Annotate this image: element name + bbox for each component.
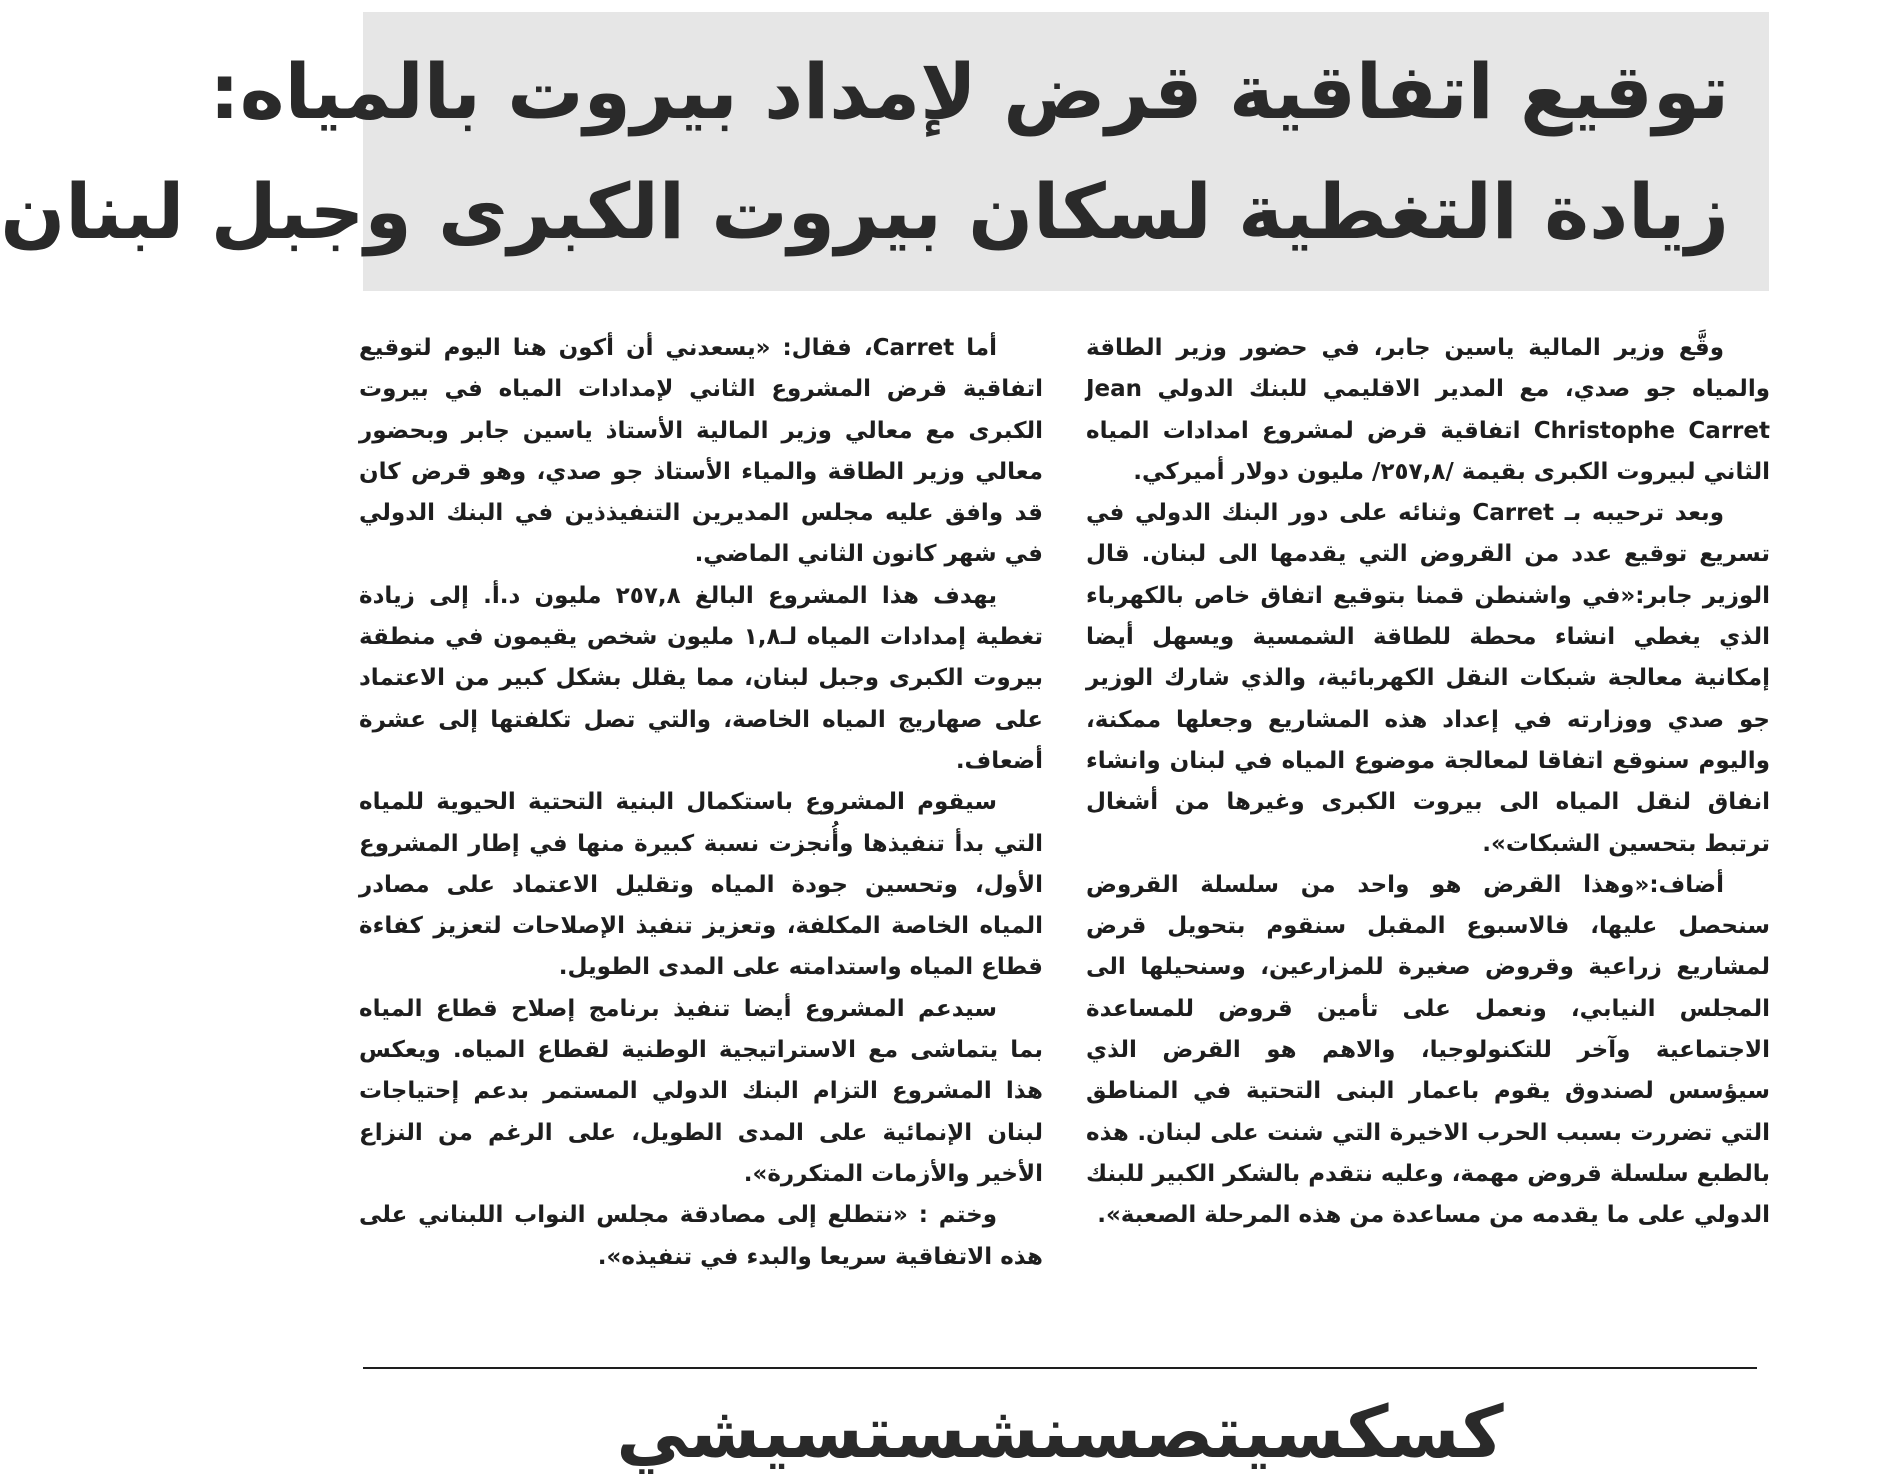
section-divider	[363, 1367, 1757, 1369]
headline-line-2: زيادة التغطية لسكان بيروت الكبرى وجبل لبنان	[0, 167, 1729, 256]
article-column-left	[359, 328, 1043, 1333]
headline-line-1: توقيع اتفاقية قرض لإمداد بيروت بالمياه:	[209, 47, 1729, 136]
paragraph: أما Carret، فقال: «يسعدني أن أكون هنا اليوم لتوقيع اتفاقية قرض المشروع الثاني لإمدادات المياه في بيروت الكبرى مع معالي وزير المالية الأستاذ ياسين جابر وبحضور معالي وزير الطاقة والمياء الأستاذ جو صدي، وهو قرض كان قد وافق عليه مجلس المديرين التنفيذذين في البنك الدولي في شهر كانون الثاني الماضي.	[359, 335, 1043, 568]
headline-box	[0, 12, 1769, 291]
paragraph: سيدعم المشروع أيضا تنفيذ برنامج إصلاح قطاع المياه بما يتماشى مع الاستراتيجية الوطنية لقطاع المياه. ويعكس هذا المشروع التزام البنك الدولي المستمر بدعم إحتياجات لبنان الإنمائية على المدى الطويل، على الرغم من النزاع الأخير والأزمات المتكررة».	[359, 995, 1043, 1187]
paragraph: وقَّع وزير المالية ياسين جابر، في حضور وزير الطاقة والمياه جو صدي، مع المدير الاقليمي للبنك الدولي Jean Christophe Carret اتفاقية قرض لمشروع امدادات المياه الثاني لبيروت الكبرى بقيمة /٢٥٧,٨/ مليون دولار أميركي.	[1086, 335, 1770, 485]
next-headline-text: كسكسيتصسنشستسيشي	[616, 1390, 1504, 1474]
next-article-headline	[363, 1390, 1757, 1474]
paragraph: وختم : «نتطلع إلى مصادقة مجلس النواب اللبناني على هذه الاتفاقية سريعا والبدء في تنفيذه».	[359, 1202, 1043, 1270]
paragraph: سيقوم المشروع باستكمال البنية التحتية الحيوية للمياه التي بدأ تنفيذها وأُنجزت نسبة كبيرة منها في إطار المشروع الأول، وتحسين جودة المياه وتقليل الاعتماد على مصادر المياه الخاصة المكلفة، وتعزيز تنفيذ الإصلاحات لتعزيز كفاءة قطاع المياه واستدامته على المدى الطويل.	[359, 789, 1043, 981]
paragraph: يهدف هذا المشروع البالغ ٢٥٧,٨ مليون د.أ. إلى زيادة تغطية إمدادات المياه لـ١,٨ مليون شخص يقيمون في منطقة بيروت الكبرى وجبل لبنان، مما يقلل بشكل كبير من الاعتماد على صهاريج المياه الخاصة، والتي تصل تكلفتها إلى عشرة أضعاف.	[359, 582, 1044, 774]
paragraph: وبعد ترحيبه بـ Carret وثنائه على دور البنك الدولي في تسريع توقيع عدد من القروض التي يقدمها الى لبنان. قال الوزير جابر:«في واشنطن قمنا بتوقيع اتفاق خاص بالكهرباء الذي يغطي انشاء محطة للطاقة الشمسية ويسهل أيضا إمكانية معالجة شبكات النقل الكهربائية، والذي شارك الوزير جو صدي ووزارته في إعداد هذه المشاريع وجعلها ممكنة، واليوم سنوقع اتفاقا لمعالجة موضوع المياه في لبنان وانشاء انفاق لنقل المياه الى بيروت الكبرى وغيرها من أشغال ترتبط بتحسين الشبكات».	[1086, 500, 1770, 857]
paragraph: أضاف:«وهذا القرض هو واحد من سلسلة القروض سنحصل عليها، فالاسبوع المقبل سنقوم بتحويل قرض لمشاريع زراعية وقروض صغيرة للمزارعين، وسنحيلها الى المجلس النيابي، ونعمل على تأمين قروض للمساعدة الاجتماعية وآخر للتكنولوجيا، والاهم هو القرض الذي سيؤسس لصندوق يقوم باعمار البنى التحتية في المناطق التي تضررت بسبب الحرب الاخيرة التي شنت على لبنان. هذه بالطبع سلسلة قروض مهمة، وعليه نتقدم بالشكر الكبير للبنك الدولي على ما يقدمه من مساعدة من هذه المرحلة الصعبة».	[1085, 871, 1770, 1229]
article-column-right	[1086, 328, 1770, 1333]
